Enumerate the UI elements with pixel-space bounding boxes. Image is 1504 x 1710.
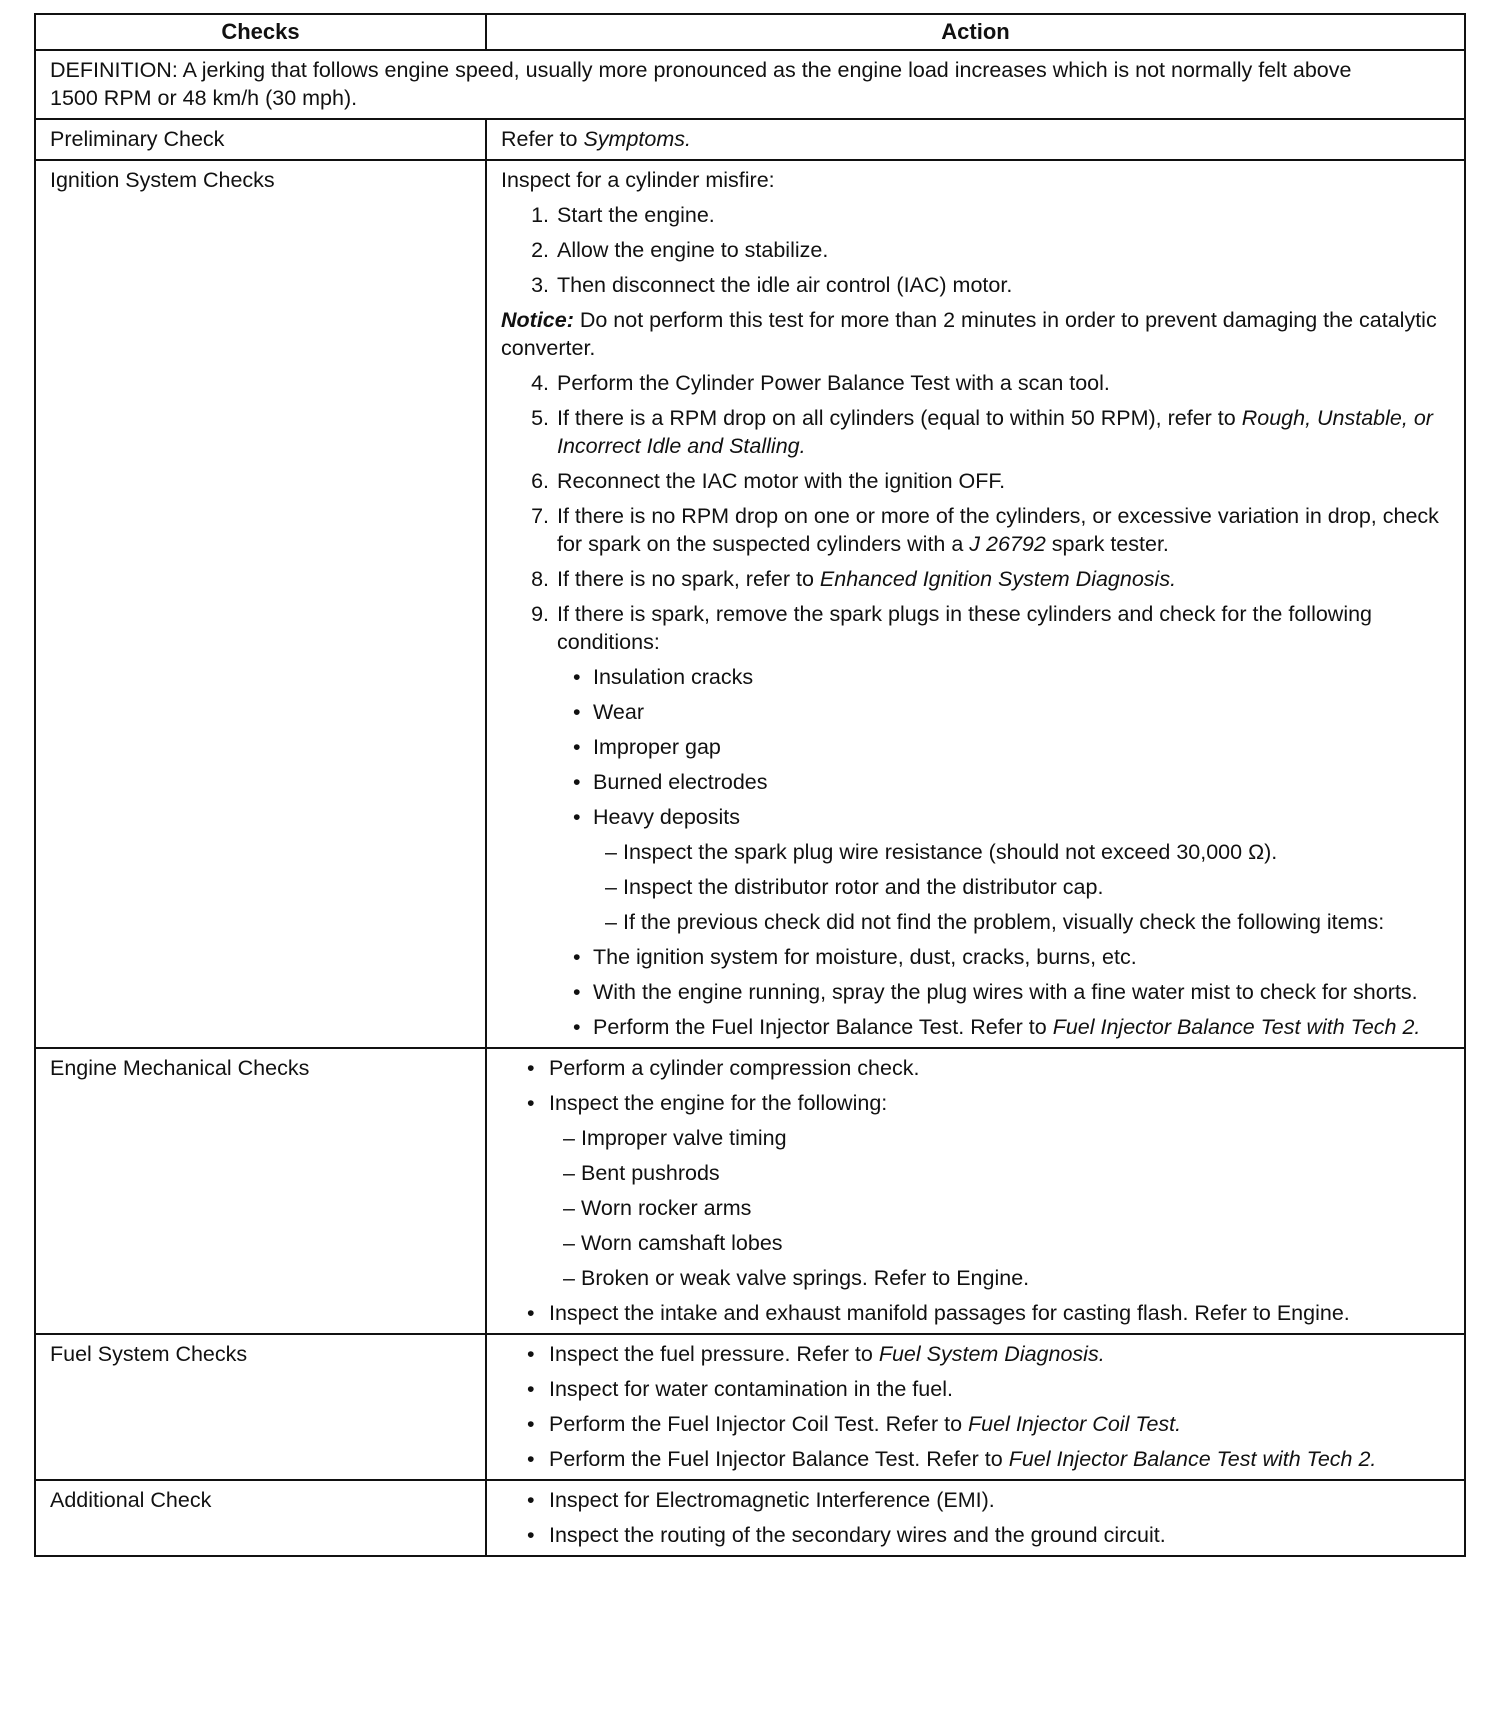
checks-header: Checks [35,14,486,50]
diagnostic-table [34,13,1466,1557]
list-item: • Inspect the engine for the following: [527,1091,888,1115]
preliminary-row [35,119,1465,160]
visual-check-item: • With the engine running, spray the plug wires with a fine water mist to check for shorts. [573,980,1418,1004]
condition-item: • Insulation cracks [573,665,754,689]
step-3: 3. Then disconnect the idle air control (IAC) motor. [531,273,1013,297]
header-row [35,14,1465,50]
step-4: 4. Perform the Cylinder Power Balance Test with a scan tool. [531,371,1110,395]
preliminary-label: Preliminary Check [35,119,486,160]
step-2: 2. Allow the engine to stabilize. [531,238,829,262]
visual-check-item: • Perform the Fuel Injector Balance Test. Refer to Fuel Injector Balance Test with Tech 2. [573,1015,1421,1039]
subcheck-item: – If the previous check did not find the problem, visually check the following items: [605,910,1385,934]
additional-label: Additional Check [35,1480,486,1556]
list-item: • Inspect the routing of the secondary wires and the ground circuit. [527,1523,1166,1547]
list-item: • Inspect the intake and exhaust manifold passages for casting flash. Refer to Engine. [527,1301,1350,1325]
step-7: 7. If there is no RPM drop on one or more of the cylinders, or excessive variation in drop, check for spark on the suspected cylinders with a J 26792 spark tester. [531,504,1439,556]
condition-item: • Heavy deposits [573,805,740,829]
mechanical-action [486,1048,1465,1334]
step-5: 5. If there is a RPM drop on all cylinders (equal to within 50 RPM), refer to Rough, Unstable, or Incorrect Idle and Stalling. [531,406,1433,458]
fuel-label: Fuel System Checks [35,1334,486,1480]
mechanical-label: Engine Mechanical Checks [35,1048,486,1334]
condition-item: • Wear [573,700,644,724]
fuel-action [486,1334,1465,1480]
step-6: 6. Reconnect the IAC motor with the ignition OFF. [531,469,1006,493]
subcheck-item: – Inspect the distributor rotor and the distributor cap. [605,875,1104,899]
additional-action [486,1480,1465,1556]
list-item: • Perform the Fuel Injector Balance Test. Refer to Fuel Injector Balance Test with Tech 2. [527,1447,1377,1471]
list-item: • Perform a cylinder compression check. [527,1056,920,1080]
condition-item: • Improper gap [573,735,721,759]
list-item: • Inspect for water contamination in the fuel. [527,1377,953,1401]
sub-item: – Improper valve timing [563,1126,787,1150]
step-8: 8. If there is no spark, refer to Enhanced Ignition System Diagnosis. [531,567,1177,591]
additional-row [35,1480,1465,1556]
mechanical-row [35,1048,1465,1334]
action-header: Action [486,14,1465,50]
subcheck-item: – Inspect the spark plug wire resistance (should not exceed 30,000 Ω). [605,840,1278,864]
condition-item: • Burned electrodes [573,770,768,794]
sub-item: – Broken or weak valve springs. Refer to Engine. [563,1266,1030,1290]
fuel-row [35,1334,1465,1480]
visual-check-item: • The ignition system for moisture, dust, cracks, burns, etc. [573,945,1137,969]
notice: Notice: Do not perform this test for more than 2 minutes in order to prevent damaging the catalytic converter. [501,308,1437,360]
definition-row [35,50,1465,119]
list-item: • Inspect the fuel pressure. Refer to Fuel System Diagnosis. [527,1342,1105,1366]
list-item: • Inspect for Electromagnetic Interference (EMI). [527,1488,995,1512]
ignition-label: Ignition System Checks [35,160,486,1048]
ignition-row [35,160,1465,1048]
step-1: 1. Start the engine. [531,203,715,227]
sub-item: – Bent pushrods [563,1161,720,1185]
sub-item: – Worn rocker arms [563,1196,752,1220]
step-9: 9. If there is spark, remove the spark plugs in these cylinders and check for the following conditions: [531,602,1373,654]
sub-item: – Worn camshaft lobes [563,1231,783,1255]
preliminary-action: Refer to Symptoms. [486,119,1465,160]
definition-text: DEFINITION: A jerking that follows engine speed, usually more pronounced as the engine load increases which is not normally felt above 1500 RPM or 48 km/h (30 mph). [35,50,1465,119]
ignition-intro: Inspect for a cylinder misfire: [501,168,775,192]
symptoms-ref: Symptoms. [583,127,691,151]
list-item: • Perform the Fuel Injector Coil Test. Refer to Fuel Injector Coil Test. [527,1412,1182,1436]
ignition-action [486,160,1465,1048]
